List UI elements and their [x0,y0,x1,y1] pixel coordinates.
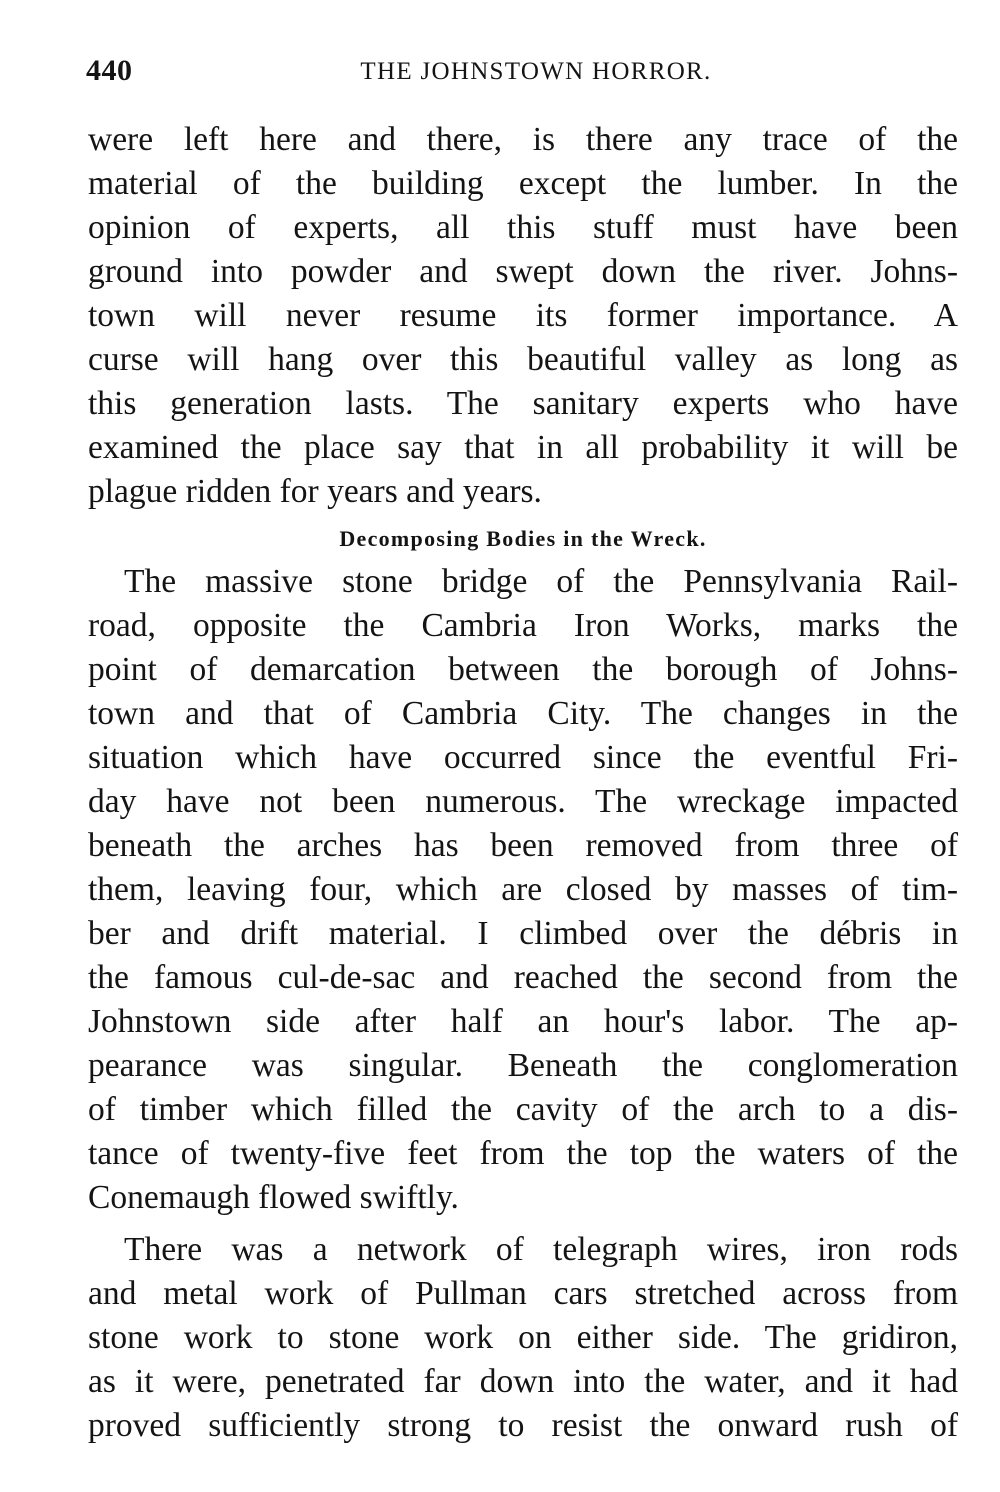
text-line: material of the building except the lumber. In the [88,165,958,202]
text-line: this generation lasts. The sanitary experts who have [88,385,958,422]
text-line: of timber which filled the cavity of the arch to a dis- [88,1091,958,1128]
text-line: pearance was singular. Beneath the conglomeration [88,1047,958,1084]
page-body [88,118,958,1448]
text-line: town and that of Cambria City. The changes in the [88,695,958,732]
page-number: 440 [86,54,133,87]
text-line: tance of twenty-five feet from the top the waters of the [88,1135,958,1172]
page-header [86,54,956,94]
text-line: opinion of experts, all this stuff must have been [88,209,958,246]
text-line: them, leaving four, which are closed by masses of tim- [88,871,958,908]
text-line: ber and drift material. I climbed over the débris in [88,915,958,952]
text-line: town will never resume its former importance. A [88,297,958,334]
text-line: day have not been numerous. The wreckage impacted [88,783,958,820]
text-line: as it were, penetrated far down into the water, and it had [88,1363,958,1400]
paragraph-gap [88,1220,958,1228]
text-line: beneath the arches has been removed from three of [88,827,958,864]
text-line: proved sufficiently strong to resist the onward rush of [88,1407,958,1444]
text-line: and metal work of Pullman cars stretched across from [88,1275,958,1312]
text-line: The massive stone bridge of the Pennsylvania Rail- [124,563,958,600]
text-line: There was a network of telegraph wires, iron rods [124,1231,958,1268]
text-line: plague ridden for years and years. [88,473,542,510]
paragraph-1 [88,118,958,514]
text-line: examined the place say that in all probability it will be [88,429,958,466]
text-line: the famous cul-de-sac and reached the second from the [88,959,958,996]
text-line: ground into powder and swept down the river. Johns- [88,253,958,290]
text-line: were left here and there, is there any trace of the [88,121,958,158]
text-line: road, opposite the Cambria Iron Works, marks the [88,607,958,644]
text-line: Johnstown side after half an hour's labor. The ap- [88,1003,958,1040]
text-line: point of demarcation between the borough of Johns- [88,651,958,688]
paragraph-2 [88,560,958,1220]
text-line: situation which have occurred since the eventful Fri- [88,739,958,776]
text-line: Conemaugh flowed swiftly. [88,1179,459,1216]
paragraph-3 [88,1228,958,1448]
text-line: curse will hang over this beautiful valley as long as [88,341,958,378]
text-line: stone work to stone work on either side. The gridiron, [88,1319,958,1356]
running-title: THE JOHNSTOWN HORROR. [360,58,712,85]
section-subheading: Decomposing Bodies in the Wreck. [339,526,707,551]
